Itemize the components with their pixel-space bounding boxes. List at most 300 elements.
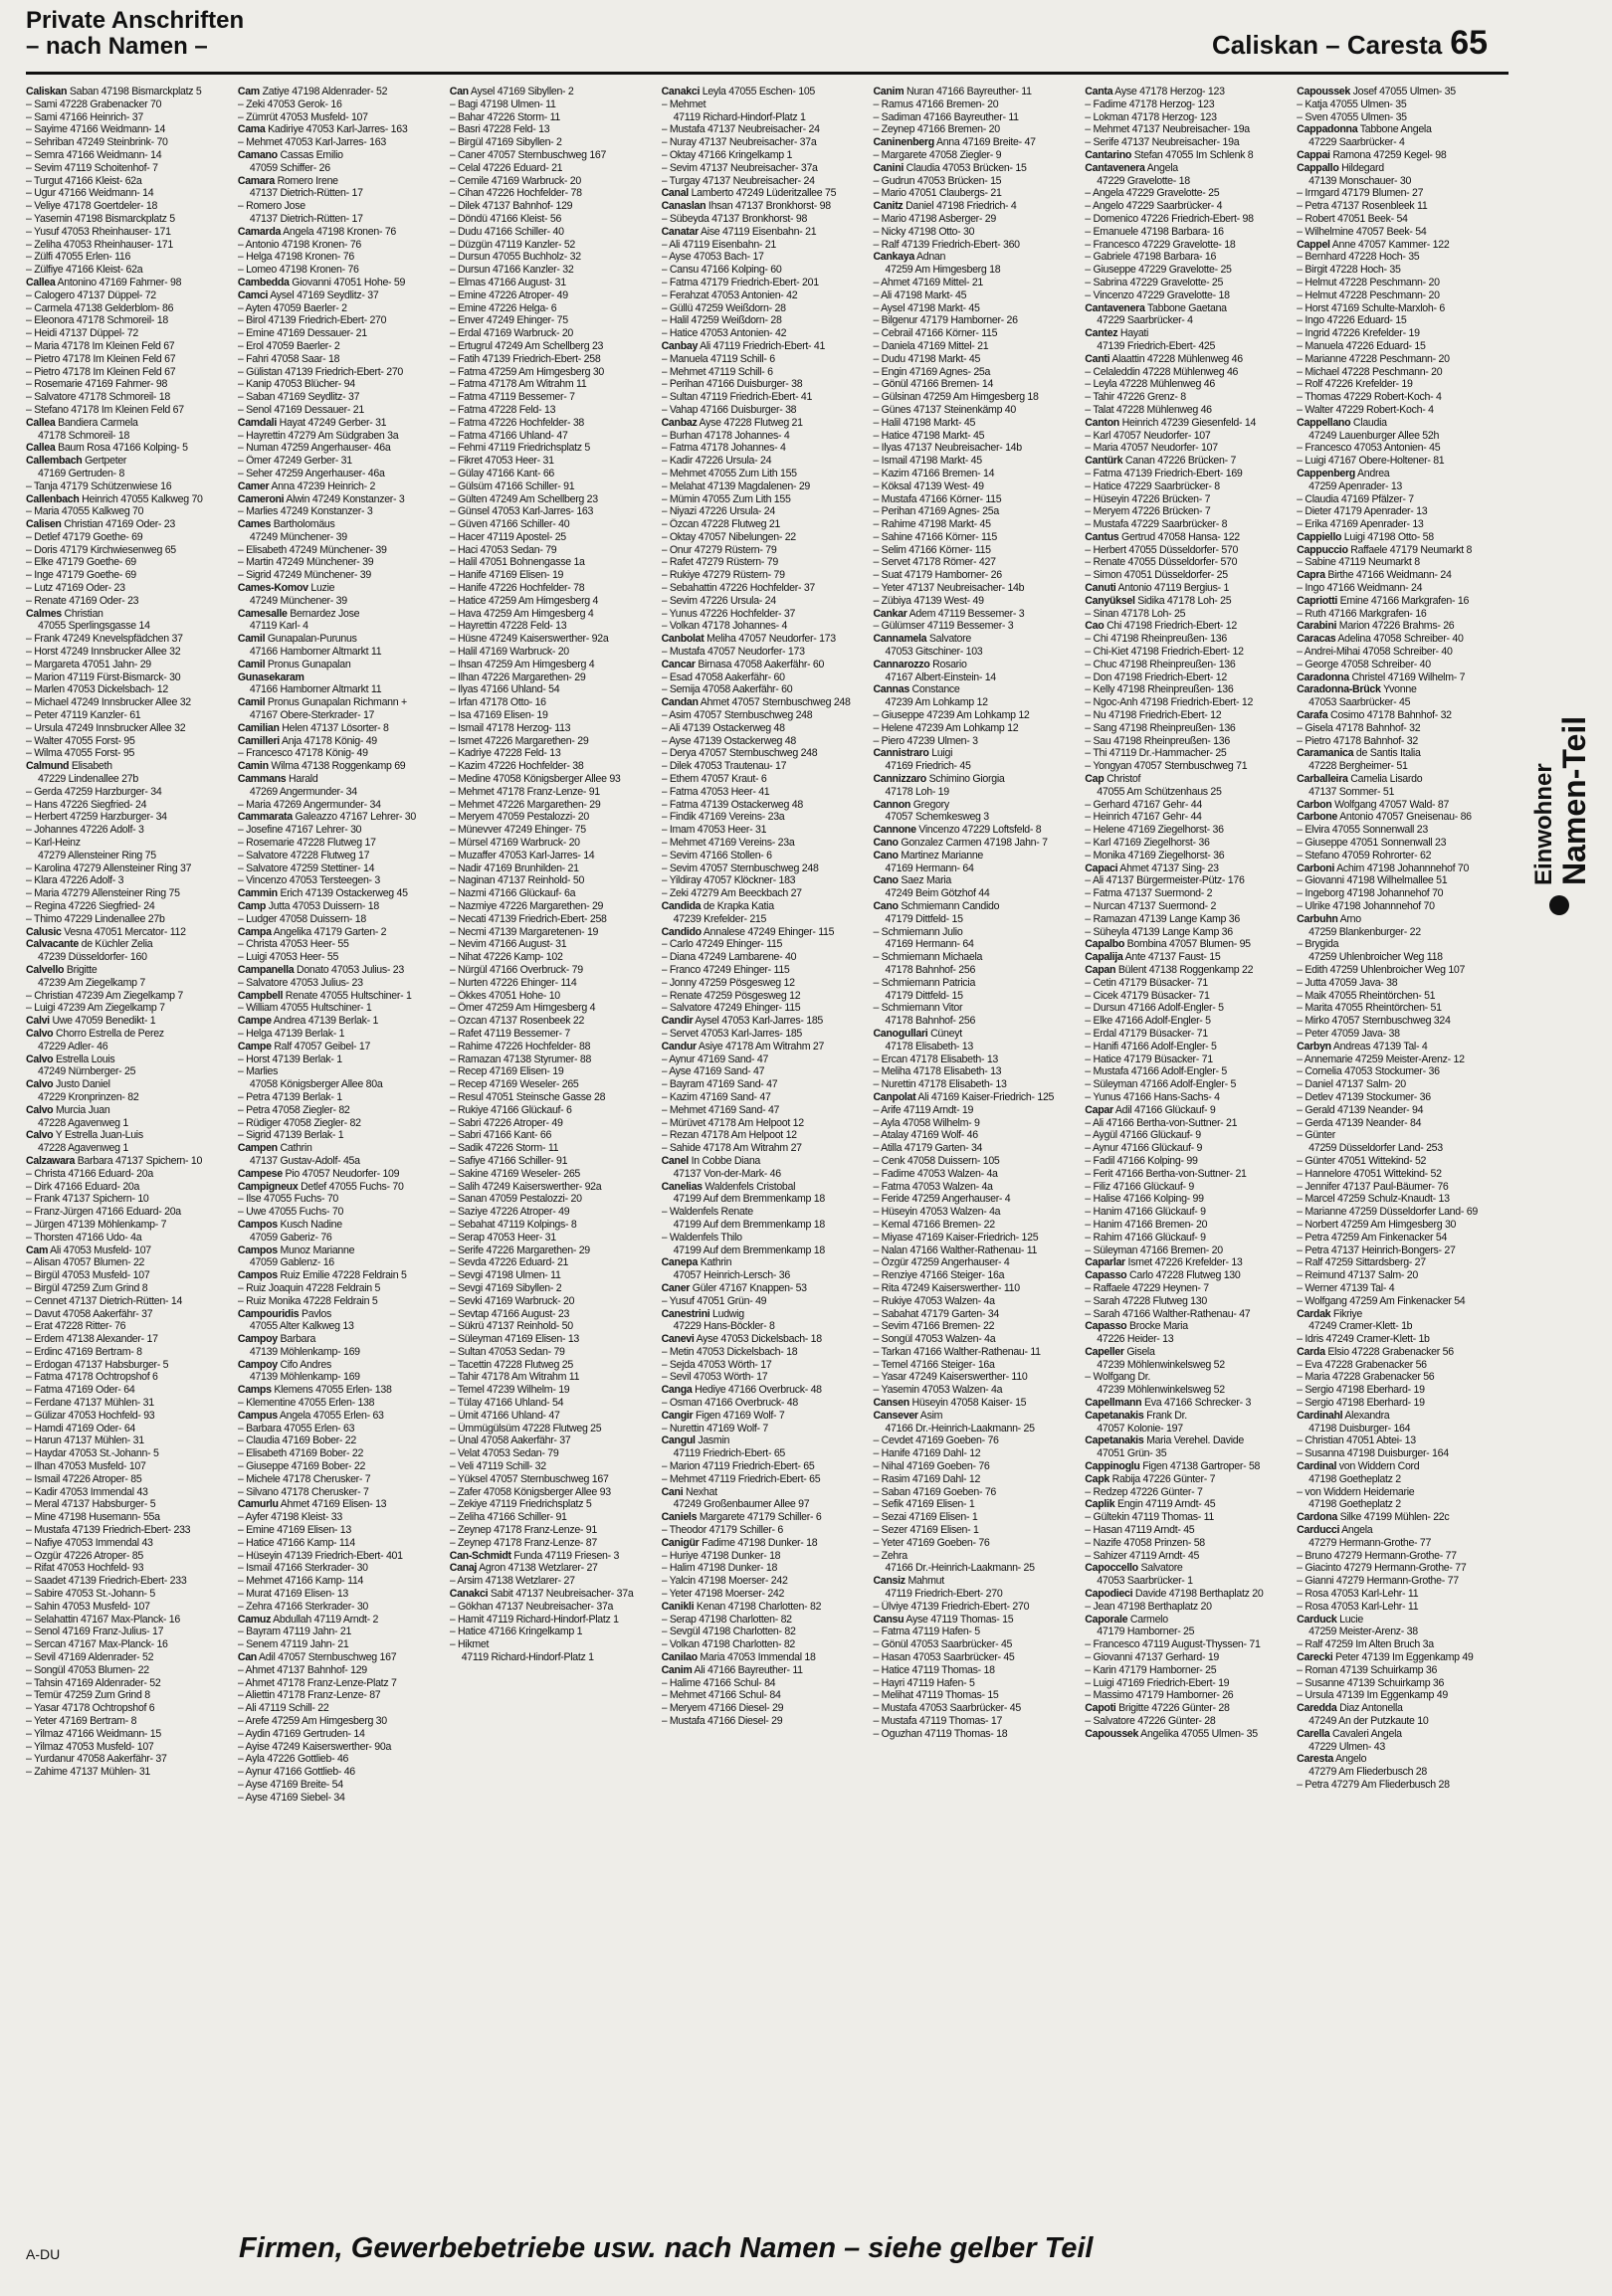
directory-entry: – Erdal 47169 Warbruck- 20 (449, 327, 574, 340)
directory-entry: – Süleyman 47166 Bremen- 20 (1085, 1244, 1223, 1256)
directory-entry: – Sami 47228 Grabenacker 70 (26, 97, 162, 110)
directory-entry: – Zübiya 47139 West- 49 (873, 594, 984, 607)
directory-entry: – Josefine 47167 Lehrer- 30 (237, 824, 362, 837)
directory-entry: Cameroni Alwin 47249 Konstanzer- 3 (237, 492, 405, 505)
directory-entry: – Esad 47058 Aakerfähr- 60 (661, 670, 785, 683)
directory-entry: 47199 Auf dem Bremmenkamp 18 (673, 1244, 825, 1256)
directory-entry: – Ferahzat 47053 Antonien- 42 (661, 288, 798, 301)
directory-entry: – Vahap 47166 Duisburger- 38 (661, 403, 797, 416)
directory-entry: 47279 Am Fliederbusch 28 (1309, 1766, 1427, 1779)
directory-entry: – Giovanni 47137 Gerhard- 19 (1085, 1651, 1220, 1664)
directory-entry: – Martin 47249 Münchener- 39 (237, 556, 374, 569)
directory-entry: – Mehmet 47178 Franz-Lenze- 91 (449, 785, 600, 798)
directory-entry: – Sang 47198 Rheinpreußen- 136 (1085, 721, 1236, 734)
directory-entry: – Enver 47249 Ehinger- 75 (449, 314, 568, 327)
directory-entry: – Zeynep 47178 Franz-Lenze- 91 (449, 1524, 597, 1537)
directory-entry: – Sahizer 47119 Arndt- 45 (1085, 1549, 1200, 1562)
directory-entry: Calvo Chorro Estrella de Perez (26, 1027, 164, 1040)
directory-entry: Camp Jutta 47053 Duissern- 18 (237, 900, 379, 912)
directory-entry: Cappuccio Raffaele 47179 Neumarkt 8 (1297, 543, 1473, 556)
directory-entry: Caninenberg Anna 47169 Breite- 47 (873, 136, 1036, 149)
directory-entry: – Erdal 47179 Büsacker- 71 (1085, 1027, 1208, 1040)
directory-entry: – Ercan 47178 Elisabeth- 13 (873, 1052, 999, 1065)
directory-entry: Cano Martinez Marianne (873, 849, 984, 861)
directory-entry: – Tacettin 47228 Flutweg 25 (449, 1358, 573, 1371)
directory-entry: – Thimo 47229 Lindenallee 27b (26, 912, 165, 925)
directory-entry: – Romero Jose (237, 200, 305, 213)
directory-entry: – Hannelore 47051 Wittekind- 52 (1297, 1167, 1442, 1180)
directory-entry: – Mümin 47055 Zum Lith 155 (661, 492, 791, 505)
directory-entry: – Meryem 47226 Brücken- 7 (1085, 505, 1211, 518)
directory-entry: Canilao Maria 47053 Immendal 18 (661, 1651, 816, 1664)
directory-entry: – Bilgenur 47179 Hamborner- 26 (873, 314, 1018, 327)
directory-entry: – Meryem 47059 Pestalozzi- 20 (449, 811, 589, 824)
directory-entry: – Rahime 47226 Hochfelder- 88 (449, 1040, 591, 1052)
directory-entry: – Elmas 47166 August- 31 (449, 276, 566, 288)
directory-entry: – Bahar 47226 Storm- 11 (449, 110, 560, 123)
directory-entry: – Ruiz Monika 47228 Feldrain 5 (237, 1294, 378, 1307)
directory-entry: Capan Bülent 47138 Roggenkamp 22 (1085, 963, 1254, 976)
directory-entry: – Aydin 47169 Gertruden- 14 (237, 1727, 365, 1740)
directory-entry: – Wolfgang 47259 Am Finkenacker 54 (1297, 1294, 1466, 1307)
directory-entry: Calmes Christian (26, 607, 103, 620)
directory-entry: – Fatma 47169 Oder- 64 (26, 1384, 135, 1397)
directory-entry: – Zülfi 47055 Erlen- 116 (26, 251, 131, 264)
directory-entry: – Manuela 47226 Eduard- 15 (1297, 339, 1426, 352)
directory-entry: – Renate 47055 Düsseldorfer- 570 (1085, 556, 1238, 569)
directory-entry: – Raffaele 47229 Heynen- 7 (1085, 1281, 1209, 1294)
directory-entry: – Sevim 47226 Ursula- 24 (661, 594, 776, 607)
header-subtitle: – nach Namen – (26, 33, 208, 60)
directory-entry: – Jutta 47059 Java- 38 (1297, 976, 1398, 989)
directory-entry: – Davut 47058 Aakerfähr- 37 (26, 1307, 153, 1320)
directory-entry: – Ruiz Joaquin 47228 Feldrain 5 (237, 1281, 381, 1294)
directory-entry: – Franco 47249 Ehinger- 115 (661, 963, 790, 976)
directory-entry: – Yilmaz 47166 Weidmann- 15 (26, 1727, 161, 1740)
directory-entry: – Halil 47051 Bohnengasse 1a (449, 556, 585, 569)
directory-entry: – Meryem 47166 Diesel- 29 (661, 1702, 784, 1715)
directory-entry: – Karl 47057 Neudorfer- 107 (1085, 429, 1211, 442)
directory-entry: Cansen Hüseyin 47058 Kaiser- 15 (873, 1397, 1027, 1410)
directory-entry: – Kadir 47226 Ursula- 24 (661, 455, 772, 468)
directory-entry: – Birgül 47053 Musfeld- 107 (26, 1269, 150, 1282)
directory-entry: – Cebrail 47166 Körner- 115 (873, 327, 998, 340)
directory-entry: Capasso Brocke Maria (1085, 1320, 1188, 1333)
directory-entry: 47059 Schiffer- 26 (249, 161, 330, 174)
directory-entry: Carduck Lucie (1297, 1613, 1363, 1626)
directory-entry: Calvello Brigitte (26, 963, 98, 976)
directory-entry: – Emine 47226 Helga- 6 (449, 301, 557, 314)
directory-entry: Caporale Carmelo (1085, 1613, 1168, 1626)
directory-entry: – Elvira 47055 Sonnenwall 23 (1297, 824, 1428, 837)
directory-entry: 47119 Richard-Hindorf-Platz 1 (461, 1651, 594, 1664)
directory-entry: – Mustafa 47057 Neudorfer- 173 (661, 646, 805, 659)
directory-entry: – Hatice 47229 Saarbrücker- 8 (1085, 479, 1220, 492)
directory-entry: – Giovanni 47198 Wilhelmallee 51 (1297, 874, 1448, 887)
directory-entry: – Marcel 47259 Schulz-Knaudt- 13 (1297, 1193, 1450, 1206)
directory-entry: Cangul Jasmin (661, 1435, 730, 1447)
directory-entry: – Sergio 47198 Eberhard- 19 (1297, 1384, 1425, 1397)
directory-entry: Carbyn Andreas 47139 Tal- 4 (1297, 1040, 1428, 1052)
directory-entry: 47228 Agavenweg 1 (38, 1116, 128, 1129)
directory-entry: – Nadir 47169 Brunhilden- 21 (449, 861, 579, 874)
directory-entry: 47051 Grün- 35 (1097, 1447, 1167, 1460)
directory-entry: – Kelly 47198 Rheinpreußen- 136 (1085, 683, 1234, 696)
directory-entry: Caracas Adelina 47058 Schreiber- 40 (1297, 633, 1464, 646)
directory-entry: – Luigi 47239 Am Ziegelkamp 7 (26, 1002, 165, 1015)
directory-entry: – Semija 47058 Aakerfähr- 60 (661, 683, 793, 696)
directory-entry: – Petra 47139 Berlak- 1 (237, 1090, 342, 1103)
directory-entry: Can-Schmidt Funda 47119 Friesen- 3 (449, 1549, 620, 1562)
directory-entry: – Rukiye 47166 Glückauf- 6 (449, 1103, 572, 1116)
directory-entry: Campos Kusch Nadine (237, 1218, 342, 1231)
directory-entry: – Petra 47259 Am Finkenacker 54 (1297, 1231, 1448, 1244)
directory-entry: – Süleyman 47166 Adolf-Engler- 5 (1085, 1078, 1237, 1091)
directory-entry: – Sakine 47169 Weseler- 265 (449, 1167, 580, 1180)
directory-entry: – Oktay 47057 Nibelungen- 22 (661, 530, 796, 543)
directory-entry: – Aynur 47169 Sand- 47 (661, 1052, 769, 1065)
directory-entry: – Katja 47055 Ulmen- 35 (1297, 97, 1407, 110)
directory-entry: Canyüksel Sidika 47178 Loh- 25 (1085, 594, 1232, 607)
directory-entry: Cannone Vincenzo 47229 Loftsfeld- 8 (873, 824, 1042, 837)
directory-entry: – Marion 47119 Fürst-Bismarck- 30 (26, 670, 181, 683)
directory-entry: – Döndü 47166 Kleist- 56 (449, 212, 562, 225)
directory-entry: – Engin 47169 Agnes- 25a (873, 365, 991, 378)
directory-column (450, 86, 662, 2254)
directory-entry: – Ayten 47059 Baerler- 2 (237, 301, 347, 314)
directory-entry: 47059 Gaberiz- 76 (249, 1231, 332, 1244)
directory-entry: – Gülten 47249 Am Schellberg 23 (449, 492, 598, 505)
directory-entry: 47139 Monschauer- 30 (1309, 174, 1412, 187)
directory-entry: Canevi Ayse 47053 Dickelsbach- 18 (661, 1333, 822, 1346)
directory-entry: – Helene 47239 Am Lohkamp 12 (873, 721, 1019, 734)
directory-entry: – Yeter 47198 Moerser- 242 (661, 1588, 785, 1601)
directory-entry: – Maria 47057 Neudorfer- 107 (1085, 442, 1218, 455)
directory-entry: – Hatice 47166 Kringelkamp 1 (449, 1626, 583, 1638)
directory-entry: Canelias Waldenfels Cristobal (661, 1180, 796, 1193)
directory-entry: Cam Zatiye 47198 Aldenrader- 52 (237, 86, 388, 97)
directory-entry: – Yunus 47166 Hans-Sachs- 4 (1085, 1090, 1220, 1103)
directory-entry: – Mehmet 47166 Schul- 84 (661, 1689, 781, 1702)
directory-entry: Canpolat Ali 47169 Kaiser-Friedrich- 125 (873, 1090, 1055, 1103)
directory-entry: – Marlen 47053 Dickelsbach- 12 (26, 683, 168, 696)
directory-entry: 47228 Agavenweg 1 (38, 1142, 128, 1155)
directory-entry: – Fatma 47139 Friedrich-Ebert- 169 (1085, 467, 1243, 479)
directory-entry: – Horst 47169 Schulte-Marxloh- 6 (1297, 301, 1445, 314)
directory-entry: – Sevil 47053 Wörth- 17 (661, 1371, 768, 1384)
directory-entry: – Michael 47249 Innsbrucker Allee 32 (26, 696, 191, 709)
bullet-icon (1549, 895, 1569, 915)
directory-entry: – Rukiye 47279 Rüstern- 79 (661, 569, 785, 582)
directory-entry: – Chuc 47198 Rheinpreußen- 136 (1085, 658, 1236, 670)
directory-entry: – Hans 47226 Siegfried- 24 (26, 798, 147, 811)
directory-entry: – Dudu 47198 Markt- 45 (873, 352, 981, 365)
directory-entry: 47139 Möhlenkamp- 169 (249, 1345, 360, 1358)
directory-entry: – Saban 47169 Goeben- 76 (873, 1485, 997, 1498)
directory-entry: Campen Cathrin (237, 1142, 312, 1155)
directory-entry: – Giuseppe 47239 Am Lohkamp 12 (873, 709, 1030, 722)
directory-entry: Cankar Adem 47119 Bessemer- 3 (873, 607, 1025, 620)
directory-entry: – Arsim 47138 Wetzlarer- 27 (449, 1575, 575, 1588)
directory-entry: – Sevil 47169 Aldenrader- 52 (26, 1651, 154, 1664)
directory-entry: Cannas Constance (873, 683, 960, 696)
directory-entry: – Aliettin 47178 Franz-Lenze- 87 (237, 1689, 381, 1702)
directory-entry: – Karin 47179 Hamborner- 25 (1085, 1663, 1217, 1676)
directory-entry: 47249 Beim Götzhof 44 (885, 887, 990, 900)
directory-entry: Capodieci Davide 47198 Berthaplatz 20 (1085, 1588, 1264, 1601)
directory-entry: – Hava 47259 Am Himgesberg 4 (449, 607, 594, 620)
directory-entry: – Klara 47226 Adolf- 3 (26, 874, 124, 887)
directory-entry: – Ingeborg 47198 Johannehof 70 (1297, 887, 1444, 900)
directory-entry: – Fatma 47178 Am Witrahm 11 (449, 378, 587, 391)
directory-entry: – Sahide 47178 Am Witrahm 27 (661, 1142, 802, 1155)
directory-entry: Cammans Harald (237, 773, 318, 786)
directory-entry: – Hanifi 47166 Adolf-Engler- 5 (1085, 1040, 1217, 1052)
directory-entry: – Rafet 47119 Bessemer- 7 (449, 1027, 570, 1040)
directory-entry: 47055 Am Schützenhaus 25 (1097, 785, 1222, 798)
directory-entry: – Wilma 47055 Forst- 95 (26, 747, 135, 760)
directory-entry: – Nalan 47166 Walther-Rathenau- 11 (873, 1244, 1038, 1256)
directory-entry: Callembach Gertpeter (26, 455, 127, 468)
directory-entry: Cansiz Mahmut (873, 1575, 944, 1588)
directory-entry: – Saadet 47139 Friedrich-Ebert- 233 (26, 1575, 187, 1588)
directory-entry: – Daniel 47137 Salm- 20 (1297, 1078, 1406, 1091)
directory-entry: – Antonio 47198 Kronen- 76 (237, 238, 362, 251)
directory-entry: – Asim 47057 Sternbuschweg 248 (661, 709, 813, 722)
directory-entry: – Heidi 47137 Düppel- 72 (26, 327, 138, 340)
directory-entry: Caramanica de Santis Italia (1297, 747, 1421, 760)
directory-entry: – Münevver 47249 Ehinger- 75 (449, 824, 586, 837)
directory-entry: – Basri 47228 Feld- 13 (449, 123, 550, 136)
directory-entry: – Mehmet 47055 Zum Lith 155 (661, 467, 797, 479)
directory-entry: – Fadil 47166 Kolping- 99 (1085, 1154, 1198, 1167)
directory-entry: Calisen Christian 47169 Oder- 23 (26, 518, 175, 531)
directory-entry: – Ayfer 47198 Kleist- 33 (237, 1511, 342, 1524)
directory-entry: – Necati 47139 Friedrich-Ebert- 258 (449, 912, 607, 925)
directory-entry: Canton Heinrich 47239 Giesenfeld- 14 (1085, 416, 1257, 429)
directory-entry: – Gabriele 47198 Barbara- 16 (1085, 251, 1217, 264)
directory-entry: Cappellano Claudia (1297, 416, 1387, 429)
directory-entry: – Tanja 47179 Schützenwiese 16 (26, 479, 172, 492)
directory-entry: – Ralf 47139 Friedrich-Ebert- 360 (873, 238, 1020, 251)
directory-entry: 47059 Gablenz- 16 (249, 1256, 334, 1269)
directory-entry: – Eva 47228 Grabenacker 56 (1297, 1358, 1427, 1371)
directory-entry: – Zahime 47137 Mühlen- 31 (26, 1766, 151, 1779)
directory-entry: 47058 Königsberger Allee 80a (249, 1078, 383, 1091)
directory-entry: – Özgür 47259 Angerhauser- 4 (873, 1256, 1010, 1269)
directory-entry: – Fatma 47226 Hochfelder- 38 (449, 416, 585, 429)
directory-entry: – Sergio 47198 Eberhard- 19 (1297, 1397, 1425, 1410)
directory-entry: Canakci Leyla 47055 Eschen- 105 (661, 86, 816, 97)
directory-entry: Canogullari Cüneyt (873, 1027, 962, 1040)
directory-entry: – Cennet 47137 Dietrich-Rütten- 14 (26, 1294, 183, 1307)
directory-entry: – Bayram 47169 Sand- 47 (661, 1078, 778, 1091)
directory-entry: – Sabahat 47179 Garten- 34 (873, 1307, 999, 1320)
directory-entry: Cames-Komov Luzie (237, 582, 335, 595)
directory-entry: – Haydar 47053 St.-Johann- 5 (26, 1447, 159, 1460)
directory-entry: – Claudia 47169 Pfälzer- 7 (1297, 492, 1414, 505)
directory-entry: – Ayse 47053 Bach- 17 (661, 251, 764, 264)
directory-entry: – Songül 47053 Walzen- 4a (873, 1333, 996, 1346)
directory-entry: – Marlies 47249 Konstanzer- 3 (237, 505, 373, 518)
directory-entry: – Detlef 47179 Goethe- 69 (26, 530, 143, 543)
directory-entry: – Petra 47058 Ziegler- 82 (237, 1103, 350, 1116)
directory-entry: – Sarah 47166 Walther-Rathenau- 47 (1085, 1307, 1251, 1320)
directory-entry: – Fatma 47228 Feld- 13 (449, 403, 556, 416)
directory-entry: Capk Rabija 47226 Günter- 7 (1085, 1472, 1216, 1485)
directory-entry: – Ali 47166 Bertha-von-Suttner- 21 (1085, 1116, 1238, 1129)
directory-entry: – Gianni 47279 Hermann-Grothe- 77 (1297, 1575, 1459, 1588)
directory-entry: – Medine 47058 Königsberger Allee 93 (449, 773, 621, 786)
directory-entry: – Ursula 47139 Im Eggenkamp 49 (1297, 1689, 1448, 1702)
directory-entry: – Petra 47137 Rosenbleek 11 (1297, 200, 1428, 213)
directory-entry: – Mario 47051 Claubergs- 21 (873, 187, 1002, 200)
directory-entry: – Mürsel 47169 Warbruck- 20 (449, 837, 580, 850)
directory-entry: Cancar Birnasa 47058 Aakerfähr- 60 (661, 658, 825, 670)
directory-entry: – Emine 47169 Elisen- 13 (237, 1524, 351, 1537)
directory-entry: – Ilyas 47137 Neubreisacher- 14b (873, 442, 1022, 455)
directory-entry: – Fehmi 47119 Friedrichsplatz 5 (449, 442, 590, 455)
directory-entry: – Talat 47228 Mühlenweg 46 (1085, 403, 1212, 416)
directory-entry: 47166 Hamborner Altmarkt 11 (249, 683, 382, 696)
directory-entry: – Erdem 47138 Alexander- 17 (26, 1333, 158, 1346)
directory-entry: Cappenberg Andrea (1297, 467, 1390, 479)
directory-entry: – Rifat 47053 Hochfeld- 93 (26, 1562, 144, 1575)
directory-entry: 47057 Heinrich-Lersch- 36 (673, 1269, 790, 1282)
directory-entry: – Barbara 47055 Erlen- 63 (237, 1422, 355, 1435)
directory-entry: – Serap 47198 Charlotten- 82 (661, 1613, 792, 1626)
directory-entry: Carda Elsio 47228 Grabenacker 56 (1297, 1345, 1454, 1358)
directory-entry: – Ozcan 47137 Rosenbeek 22 (449, 1015, 585, 1028)
directory-entry: – Ali 47137 Bürgermeister-Pütz- 176 (1085, 874, 1245, 887)
directory-entry: 47166 Dr.-Heinrich-Laakmann- 25 (885, 1562, 1035, 1575)
section-tab (1519, 557, 1599, 915)
directory-entry: – Maria 47055 Kalkweg 70 (26, 505, 144, 518)
directory-entry: – Sayime 47166 Weidmann- 14 (26, 123, 166, 136)
directory-entry: – Birol 47139 Friedrich-Ebert- 270 (237, 314, 387, 327)
directory-entry: – Peter 47059 Java- 38 (1297, 1027, 1400, 1040)
directory-entry: – Birgül 47169 Sibyllen- 2 (449, 136, 562, 149)
directory-entry: – Thi 47119 Dr.-Hammacher- 25 (1085, 747, 1227, 760)
directory-entry: Camil Pronus Gunapalan (237, 658, 351, 670)
directory-entry: – Gültekin 47119 Thomas- 11 (1085, 1511, 1214, 1524)
directory-entry: – Chi-Kiet 47198 Friedrich-Ebert- 12 (1085, 646, 1244, 659)
directory-entry: Calzawara Barbara 47137 Spichern- 10 (26, 1154, 203, 1167)
directory-entry: – Nazmiye 47226 Margarethen- 29 (449, 900, 604, 912)
directory-entry: – Hanife 47226 Hochfelder- 78 (449, 582, 585, 595)
directory-entry: – Miyase 47169 Kaiser-Friedrich- 125 (873, 1231, 1039, 1244)
directory-entry: – Cetin 47179 Büsacker- 71 (1085, 976, 1208, 989)
directory-entry: – Zehra 47166 Sterkrader- 30 (237, 1600, 369, 1613)
directory-entry: 47279 Hermann-Grothe- 77 (1309, 1536, 1432, 1549)
directory-entry: – Sübeyda 47137 Bronkhorst- 98 (661, 212, 808, 225)
directory-entry: – Sebahattin 47226 Hochfelder- 37 (661, 582, 816, 595)
directory-entry: – Giuseppe 47051 Sonnenwall 23 (1297, 837, 1447, 850)
directory-entry: Cappiello Luigi 47198 Otto- 58 (1297, 530, 1434, 543)
directory-entry: – Ismet 47226 Margarethen- 29 (449, 734, 589, 747)
directory-entry: – Fatma 47179 Friedrich-Ebert- 201 (661, 276, 819, 288)
directory-entry: – Calogero 47137 Düppel- 72 (26, 288, 156, 301)
directory-entry: – Sükrü 47137 Reinhold- 50 (449, 1320, 573, 1333)
directory-entry: Cap Christof (1085, 773, 1141, 786)
directory-entry: – Ursula 47249 Innsbrucker Allee 32 (26, 721, 186, 734)
directory-entry: 47239 Düsseldorfer- 160 (38, 951, 147, 964)
directory-entry: – Atalay 47169 Wolf- 46 (873, 1129, 978, 1142)
directory-entry: – Halil 47198 Markt- 45 (873, 416, 976, 429)
directory-entry: Caresta Angelo (1297, 1753, 1367, 1766)
directory-entry: 47239 Am Lohkamp 12 (885, 696, 988, 709)
directory-entry: Cappadonna Tabbone Angela (1297, 123, 1432, 136)
directory-entry: – Sabine 47119 Neumarkt 8 (1297, 556, 1420, 569)
directory-entry: – Mehmet 47226 Margarethen- 29 (449, 798, 601, 811)
directory-entry: – Günsel 47053 Karl-Jarres- 163 (449, 505, 594, 518)
directory-entry: – Ingrid 47226 Krefelder- 19 (1297, 327, 1420, 340)
directory-entry: – Gülümser 47119 Bessemer- 3 (873, 620, 1014, 633)
directory-entry: – Piero 47239 Ulmen- 3 (873, 734, 978, 747)
directory-entry: – Sevtap 47166 August- 23 (449, 1307, 570, 1320)
directory-entry: Canti Alaattin 47228 Mühlenweg 46 (1085, 352, 1243, 365)
directory-entry: 47179 Dittfeld- 15 (885, 912, 963, 925)
directory-entry: Capoussek Josef 47055 Ulmen- 35 (1297, 86, 1456, 97)
directory-entry: – Sultan 47053 Sedan- 79 (449, 1345, 565, 1358)
directory-entry: – Walter 47055 Forst- 95 (26, 734, 135, 747)
directory-entry: 47249 Nürnberger- 25 (38, 1065, 136, 1078)
directory-entry: Camil Gunapalan-Purunus (237, 633, 357, 646)
directory-entry: – Tahir 47178 Am Witrahm 11 (449, 1371, 580, 1384)
directory-entry: 47119 Richard-Hindorf-Platz 1 (673, 110, 806, 123)
directory-entry: – Schmiemann Vitor (873, 1002, 963, 1015)
directory-entry: – Kazim 47226 Hochfelder- 38 (449, 760, 584, 773)
directory-entry: – Yalcin 47198 Moerser- 242 (661, 1575, 788, 1588)
directory-entry: 47198 Goetheplatz 2 (1309, 1498, 1401, 1511)
directory-entry: Campese Pio 47057 Neudorfer- 109 (237, 1167, 400, 1180)
directory-entry: – Hüseyin 47053 Walzen- 4a (873, 1206, 1001, 1219)
directory-entry: – Kanip 47053 Blücher- 94 (237, 378, 355, 391)
directory-entry: 47226 Heider- 13 (1097, 1333, 1174, 1346)
directory-entry: – Hatice 47198 Markt- 45 (873, 429, 985, 442)
directory-entry: – Alisan 47057 Blumen- 22 (26, 1256, 145, 1269)
directory-entry: – Ralf 47259 Sittardsberg- 27 (1297, 1256, 1426, 1269)
directory-entry: Campanella Donato 47053 Julius- 23 (237, 963, 404, 976)
directory-entry: – Jennifer 47137 Paul-Bäumer- 76 (1297, 1180, 1449, 1193)
directory-entry: – Ali 47119 Eisenbahn- 21 (661, 238, 776, 251)
directory-entry: Calvo Estrella Louis (26, 1052, 115, 1065)
directory-entry: – Bruno 47279 Hermann-Grothe- 77 (1297, 1549, 1457, 1562)
directory-entry: Cannizzaro Schimino Giorgia (873, 773, 1005, 786)
directory-entry: – Edith 47259 Uhlenbroicher Weg 107 (1297, 963, 1466, 976)
directory-entry: – Gerda 47259 Harzburger- 34 (26, 785, 162, 798)
directory-entry: – Huriye 47198 Dunker- 18 (661, 1549, 781, 1562)
directory-entry: – Metin 47053 Dickelsbach- 18 (661, 1345, 798, 1358)
directory-entry: Campus Angela 47055 Erlen- 63 (237, 1409, 384, 1422)
directory-entry: – Marita 47055 Rheintörchen- 51 (1297, 1002, 1442, 1015)
directory-entry: 47249 An der Putzkaute 10 (1309, 1715, 1429, 1727)
directory-entry: Canepa Kathrin (661, 1256, 732, 1269)
directory-entry: Canikli Kenan 47198 Charlotten- 82 (661, 1600, 822, 1613)
directory-entry: Canini Claudia 47053 Brücken- 15 (873, 161, 1027, 174)
directory-entry: – Monika 47169 Ziegelhorst- 36 (1085, 849, 1225, 861)
directory-entry: 47178 Elisabeth- 13 (885, 1040, 973, 1052)
directory-entry: – Vincenzo 47053 Tersteegen- 3 (237, 874, 381, 887)
directory-entry: – Frank 47137 Spichern- 10 (26, 1193, 149, 1206)
directory-entry: – Meral 47137 Habsburger- 5 (26, 1498, 156, 1511)
directory-entry: – Dursun 47166 Kanzler- 32 (449, 264, 574, 277)
directory-entry: – Servet 47178 Römer- 427 (873, 556, 996, 569)
directory-entry: Camesalle Bernardez Jose (237, 607, 360, 620)
directory-entry: Cappel Anne 47057 Kammer- 122 (1297, 238, 1450, 251)
directory-entry: – Petra 47279 Am Fliederbusch 28 (1297, 1778, 1450, 1791)
directory-entry: – Elisabeth 47249 Münchener- 39 (237, 543, 387, 556)
